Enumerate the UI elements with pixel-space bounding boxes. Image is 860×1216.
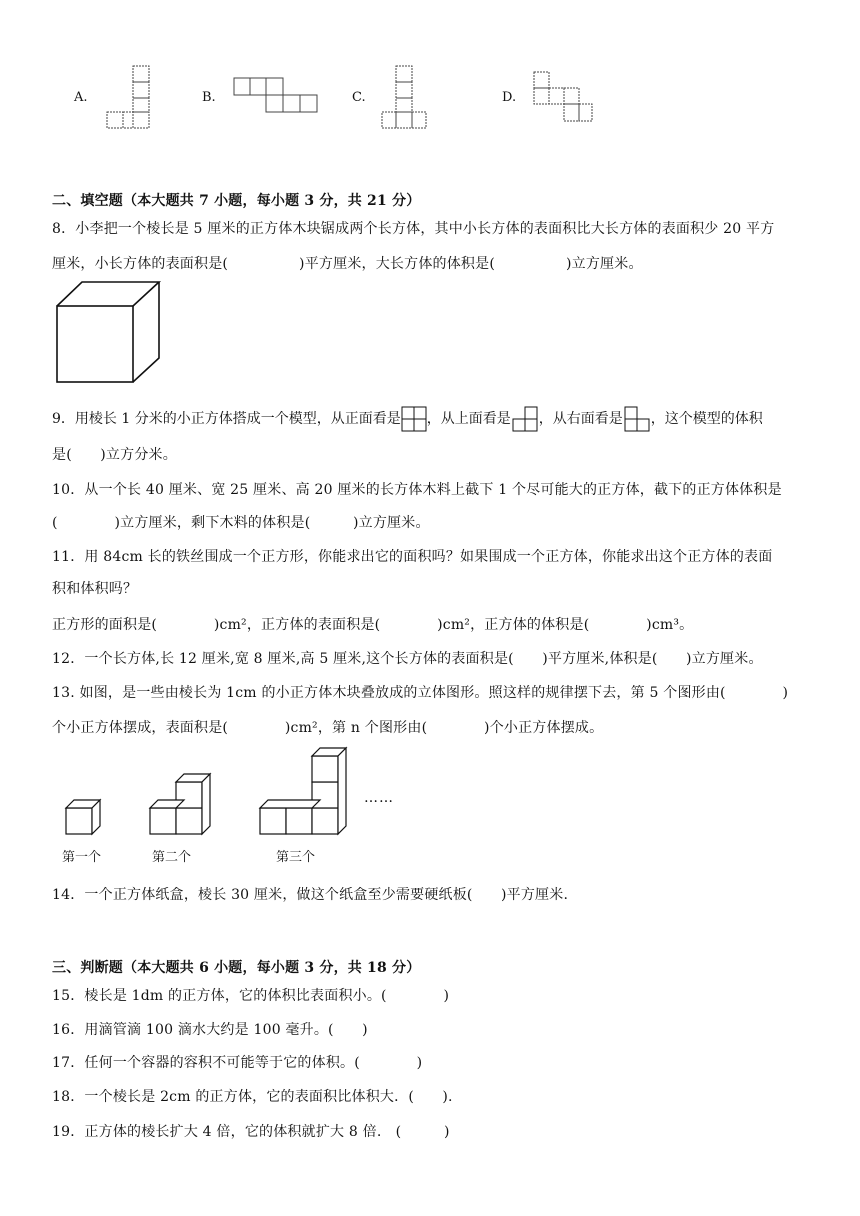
question-16-line-1: 16．用滴管滴 100 滴水大约是 100 毫升。( ) [52,1022,368,1038]
net-b-figure [232,76,322,116]
question-19-line-1: 19．正方体的棱长扩大 4 倍，它的体积就扩大 8 倍. ( ) [52,1124,450,1140]
section-2-heading: 二、填空题（本大题共 7 小题，每小题 3 分，共 21 分） [52,193,421,209]
right-view-icon [623,406,651,432]
question-10-line-1: 10．从一个长 40 厘米、宽 25 厘米、高 20 厘米的长方体木料上截下 1 个尽可能大的正方体，截下的正方体体积是 [52,482,782,498]
net-d-figure [530,68,600,128]
pattern-label-3: 第三个 [276,850,316,865]
cube-figure [55,280,167,386]
option-d-label: D. [502,90,517,105]
question-13-line-1: 13. 如图，是一些由棱长为 1cm 的小正方体木块叠放成的立体图形。照这样的规律摆下去，第 5 个图形由( ) [52,685,789,701]
question-9-line-2: 是( )立方分米。 [52,447,177,463]
pattern-1-cubes [66,800,100,834]
question-18-line-1: 18．一个棱长是 2cm 的正方体，它的表面积比体积大．( ). [52,1089,453,1105]
question-12-line-1: 12．一个长方体,长 12 厘米,宽 8 厘米,高 5 厘米,这个长方体的表面积是( )平方厘米,体积是( )立方厘米。 [52,651,763,667]
net-c-figure [378,62,438,134]
question-15-line-1: 15．棱长是 1dm 的正方体，它的体积比表面积小。( ) [52,988,450,1004]
question-8-line-1: 8．小李把一个棱长是 5 厘米的正方体木块锯成两个长方体，其中小长方体的表面积比大长方体的表面积少 20 平方 [52,221,775,237]
option-b-label: B. [202,90,216,105]
question-9-text-3: ，从右面看是 [538,411,623,427]
pattern-ellipsis: …… [364,790,394,806]
pattern-label-2: 第二个 [152,850,192,865]
question-8-line-2: 厘米，小长方体的表面积是( )平方厘米，大长方体的体积是( )立方厘米。 [52,256,643,272]
question-14-line-1: 14．一个正方体纸盒，棱长 30 厘米，做这个纸盒至少需要硬纸板( )平方厘米. [52,887,569,903]
question-11-line-3: 正方形的面积是( )cm²，正方体的表面积是( )cm²，正方体的体积是( )cm³。 [52,617,694,633]
question-13-line-2: 个小正方体摆成，表面积是( )cm²，第 n 个图形由( )个小正方体摆成。 [52,720,604,736]
question-10-line-2: ( )立方厘米，剩下木料的体积是( )立方厘米。 [52,515,430,531]
question-9-text-2: ，从上面看是 [426,411,511,427]
question-9-line-1 [52,406,763,432]
pattern-label-1: 第一个 [62,850,102,865]
question-9-text-4: ，这个模型的体积 [650,411,763,427]
question-9-text-1: 9．用棱长 1 分米的小正方体搭成一个模型，从正面看是 [52,411,401,427]
pattern-3-cubes [260,748,346,834]
section-3-heading: 三、判断题（本大题共 6 小题，每小题 3 分，共 18 分） [52,960,421,976]
net-a-figure [100,62,160,132]
question-11-line-2: 积和体积吗？ [52,581,138,597]
question-11-line-1: 11．用 84cm 长的铁丝围成一个正方形，你能求出它的面积吗？如果围成一个正方体，你能求出这个正方体的表面 [52,549,773,565]
pattern-2-cubes [150,774,210,834]
question-17-line-1: 17．任何一个容器的容积不可能等于它的体积。( ) [52,1055,423,1071]
option-c-label: C. [352,90,366,105]
option-a-label: A. [74,90,88,105]
top-view-icon [511,406,539,432]
front-view-icon [401,406,427,432]
